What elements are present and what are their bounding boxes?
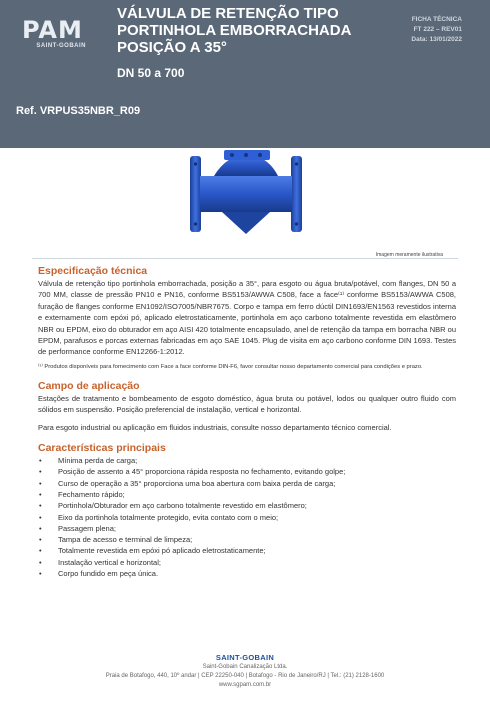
document-meta xyxy=(411,15,462,45)
application-paragraph: Estações de tratamento e bombeamento de esgoto doméstico, água bruta ou potável, lodos ou qualquer outro fluido com sólidos em suspensão. Posição preferencial de instalação, vertical e horizontal. xyxy=(38,393,456,415)
meta-date: Data: 13/01/2022 xyxy=(411,36,462,43)
spec-paragraph: Válvula de retenção tipo portinhola emborrachada, posição a 35°, para esgoto ou água bruta/potável, com flanges, DN 50 a 700 MM, classe de pressão PN10 e PN16, conforme BS5153/AWWA C508, face a face⁽¹⁾ conforme BS5153/AWWA C508, furação de flanges conforme EN1092/ISO7005/NBR7675. Corpo e tampa em ferro dúctil DIN1693/EN1563 revestidos interna e externamente com epóxi pó, aplicado eletrostaticamente, portinhola em aço carbono totalmente revestida em elastômero NBR ou EPDM, eixo do obturador em aço AISI 420 totalmente encapsulado, anel de retenção da tampa em borracha NBR ou EPDM, parafusos e porcas externas fabricadas em aço SAE 1045. Plug de visita em aço carbono conforme DIN 1693. Testes de performance conforme EN12266-1:2012. xyxy=(38,279,456,357)
valve-image xyxy=(186,150,306,238)
list-item: • Instalação vertical e horizontal; xyxy=(38,557,456,568)
application-paragraph: Para esgoto industrial ou aplicação em fluidos industriais, consulte nosso departamento técnico comercial. xyxy=(38,422,392,432)
section-heading-features: Características principais xyxy=(38,442,166,455)
title-line: VÁLVULA DE RETENÇÃO TIPO xyxy=(117,5,339,22)
company-name: Saint-Gobain Canalização Ltda. xyxy=(202,664,288,670)
list-item: • Passagem plena; xyxy=(38,523,456,534)
list-item: • Eixo da portinhola totalmente protegido, evita contato com o meio; xyxy=(38,512,456,523)
features-list xyxy=(38,455,456,579)
divider xyxy=(32,258,458,259)
section-heading-application: Campo de aplicação xyxy=(38,379,140,392)
list-item: • Posição de assento a 45° proporciona rápida resposta no fechamento, evitando golpe; xyxy=(38,466,456,477)
meta-code: FT 222 – REV01 xyxy=(413,26,462,33)
website-link[interactable]: www.sgpam.com.br xyxy=(218,682,272,688)
header-banner xyxy=(0,0,490,148)
list-item: • Curso de operação a 35° proporciona uma boa abertura com baixa perda de carga; xyxy=(38,478,456,489)
list-item: • Fechamento rápido; xyxy=(38,489,456,500)
product-reference: Ref. VRPUS35NBR_R09 xyxy=(16,105,141,117)
logo-subtext: SAINT-GOBAIN xyxy=(36,43,86,49)
list-item: • Mínima perda de carga; xyxy=(38,455,456,466)
list-item: • Corpo fundido em peça única. xyxy=(38,568,456,579)
title-line: PORTINHOLA EMBORRACHADA xyxy=(117,22,352,39)
logo-text: PAM xyxy=(22,16,83,44)
meta-label: FICHA TÉCNICA xyxy=(411,16,462,23)
list-item: • Totalmente revestida em epóxi pó aplicado eletrostaticamente; xyxy=(38,545,456,556)
saint-gobain-logo: SAINT-GOBAIN xyxy=(215,653,275,662)
page-title xyxy=(117,5,357,56)
section-heading-spec: Especificação técnica xyxy=(38,265,148,277)
image-caption: Imagem meramente ilustrativa xyxy=(375,252,443,258)
title-line: POSIÇÃO A 35° xyxy=(117,39,227,56)
company-address: Praia de Botafogo, 440, 10º andar | CEP 22250-040 | Botafogo - Rio de Janeiro/RJ | Tel.: (21) 2128-1600 xyxy=(105,673,385,679)
spec-footnote: ⁽¹⁾ Produtos disponíveis para fornecimento com Face a face conforme DIN-F6, favor consultar nosso departamento comercial para condições e prazo. xyxy=(38,363,423,370)
list-item: • Portinhola/Obturador em aço carbono totalmente revestido em elastômero; xyxy=(38,500,456,511)
list-item: • Tampa de acesso e terminal de limpeza; xyxy=(38,534,456,545)
pam-logo xyxy=(22,18,92,49)
footer xyxy=(0,653,490,688)
main-content xyxy=(38,265,456,579)
page-subtitle: DN 50 a 700 xyxy=(117,66,185,80)
